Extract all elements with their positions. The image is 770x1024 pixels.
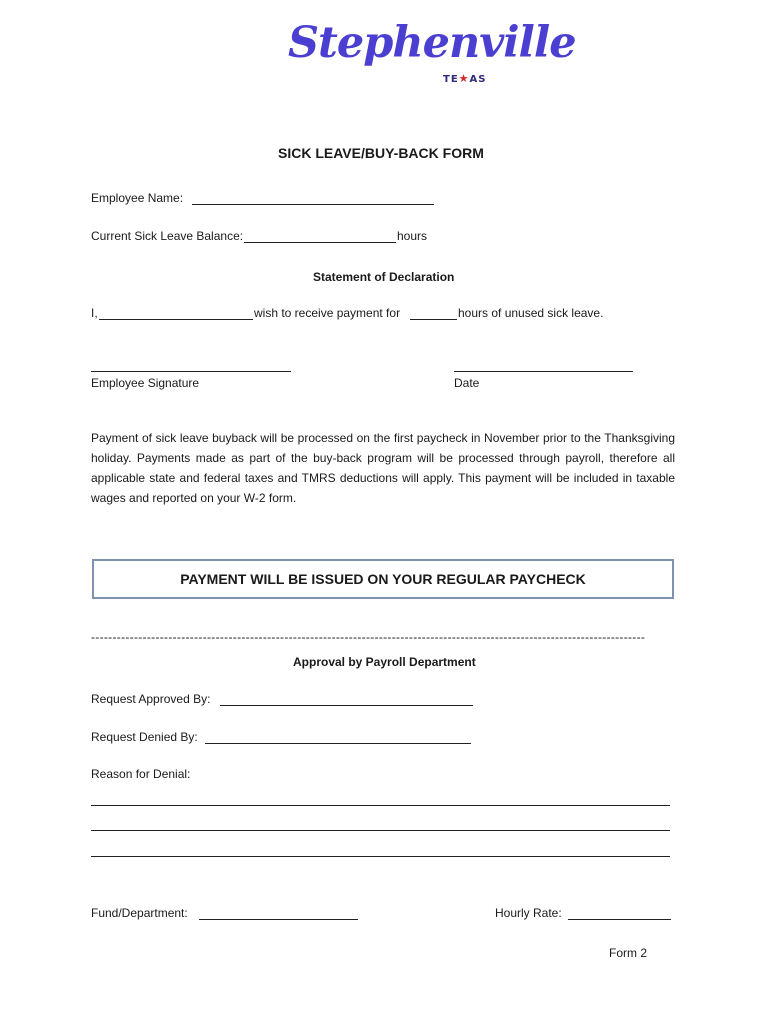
payment-info-paragraph: Payment of sick leave buyback will be processed on the first paycheck in November prior to the Thanksgiving holiday. Payments made as part of the buy-back program will be processed through payroll, therefore all applicable state and federal taxes and TMRS deductions will apply. This payment will be included in taxable wages and reported on your W-2 form. — [91, 431, 675, 505]
dashed-separator: --------------------------------------------------------------------------------------------------------------------------------- — [91, 630, 646, 644]
approval-heading: Approval by Payroll Department — [293, 655, 476, 669]
stephenville-logo — [280, 10, 576, 100]
logo-script-text: Stephenville — [288, 18, 576, 68]
hours-requested-field[interactable] — [410, 319, 457, 320]
current-balance-field[interactable] — [244, 242, 396, 243]
star-icon: ★ — [458, 72, 470, 85]
date-label: Date — [454, 376, 480, 390]
employee-name-label: Employee Name: — [91, 191, 184, 205]
fund-department-field[interactable] — [199, 919, 358, 920]
hourly-rate-field[interactable] — [568, 919, 671, 920]
fund-department-label: Fund/Department: — [91, 906, 188, 920]
reason-label: Reason for Denial: — [91, 767, 191, 781]
reason-line-3[interactable] — [91, 856, 670, 857]
form-number: Form 2 — [609, 946, 648, 960]
date-field[interactable] — [454, 371, 633, 372]
form-title: SICK LEAVE/BUY-BACK FORM — [278, 145, 484, 161]
denied-by-label: Request Denied By: — [91, 730, 198, 744]
declarant-name-field[interactable] — [99, 319, 253, 320]
approved-by-field[interactable] — [220, 705, 473, 706]
reason-line-1[interactable] — [91, 805, 670, 806]
employee-name-field[interactable] — [192, 204, 434, 205]
reason-line-2[interactable] — [91, 830, 670, 831]
declaration-prefix: I, — [91, 306, 98, 320]
hourly-rate-label: Hourly Rate: — [495, 906, 562, 920]
hours-label: hours — [397, 229, 428, 243]
declaration-mid: wish to receive payment for — [254, 306, 401, 320]
employee-signature-field[interactable] — [91, 371, 291, 372]
declaration-suffix: hours of unused sick leave. — [458, 306, 604, 320]
payment-banner: PAYMENT WILL BE ISSUED ON YOUR REGULAR PAYCHECK — [92, 559, 674, 599]
logo-state-text: TE★AS — [443, 72, 487, 85]
current-balance-label: Current Sick Leave Balance: — [91, 229, 244, 243]
approved-by-label: Request Approved By: — [91, 692, 211, 706]
statement-heading: Statement of Declaration — [313, 270, 455, 284]
denied-by-field[interactable] — [205, 743, 471, 744]
employee-signature-label: Employee Signature — [91, 376, 200, 390]
